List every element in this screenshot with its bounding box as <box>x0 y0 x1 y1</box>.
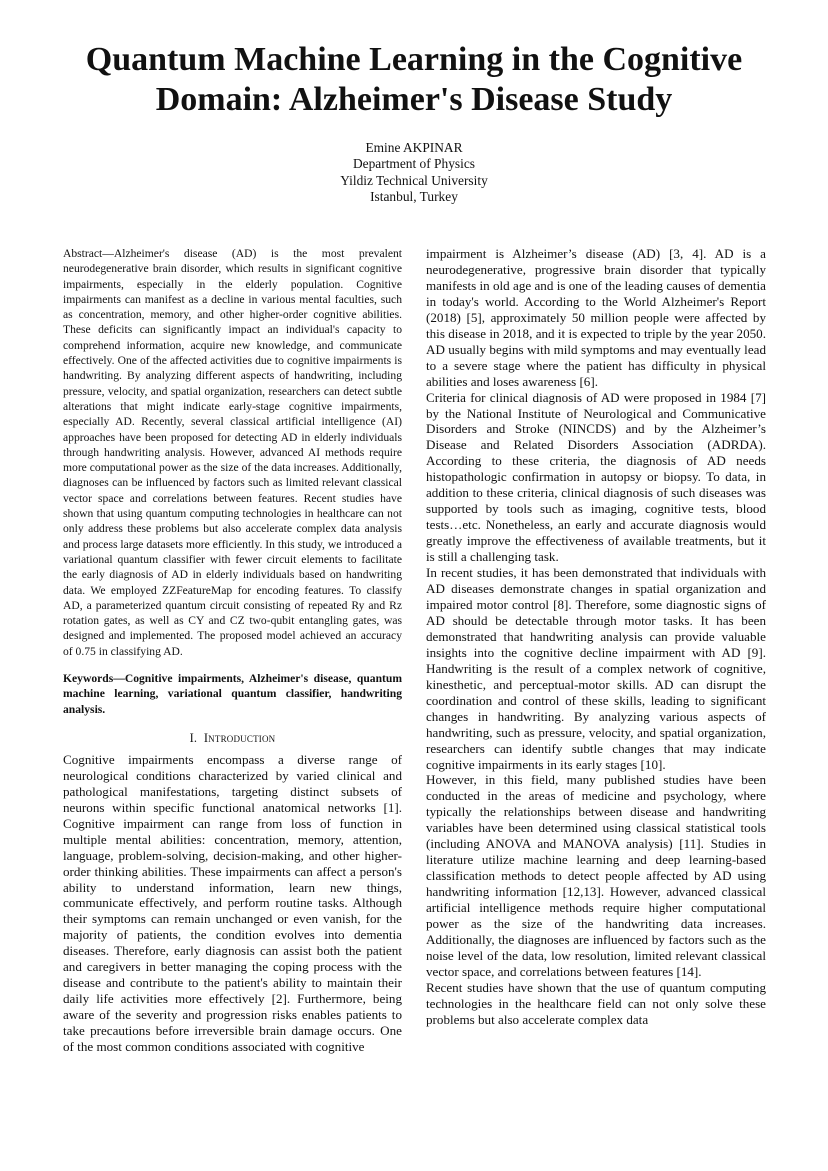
abstract <box>63 246 402 659</box>
author-department: Department of Physics <box>353 156 475 172</box>
left-column <box>63 246 402 1055</box>
body-paragraph-3: In recent studies, it has been demonstrated that individuals with AD diseases demonstrate changes in spatial organization and impaired motor control [8]. Therefore, some diagnostic signs of AD should be detectable through motor tasks. It has been demonstrated that handwriting analysis can provide valuable insights into the cognitive decline impairment with AD [9]. Handwriting is the result of a complex network of cognitive, kinesthetic, and perceptual-motor skills. AD can disrupt the coordination and control of these skills, leading to significant changes in handwriting. By analyzing various aspects of handwriting, such as pressure, velocity, and spatial organization, researchers can identify subtle changes that may indicate cognitive impairments in its early stages [10]. <box>426 565 766 772</box>
author-name: Emine AKPINAR <box>365 140 463 155</box>
body-paragraph-2: Criteria for clinical diagnosis of AD were proposed in 1984 [7] by the National Institute of Neurological and Communicative Disorders and Stroke (NINCDS) and by the Alzheimer’s Disease and Related Disorders Association (ADRDA). According to these criteria, the diagnosis of AD needs histopathologic confirmation in autopsy or biopsy. To data, in addition to these criteria, clinical diagnosis of such diseases was supported by tools such as imaging, cognitive tests, blood tests…etc. Nonetheless, an early and accurate diagnosis would greatly improve the effectiveness of available treatments, but it is still a challenging task. <box>426 389 766 565</box>
body-paragraph-4: However, in this field, many published studies have been conducted in the areas of medicine and psychology, where typically the relationships between disease and handwriting variables have been determined using classical statistical tools (including ANOVA and MANOVA analysis) [11]. Studies in literature utilize machine learning and deep learning-based classification methods to detect people affected by AD using handwriting information [12,13]. However, advanced classical artificial intelligence methods require higher computational power as the size of the handwriting data increases. Additionally, the diagnoses are influenced by factors such as the noise level of the data, low resolution, limited relevant classical vector space, and correlations between features [14]. <box>426 772 766 979</box>
section-number: I. <box>189 730 198 745</box>
right-column <box>426 246 766 1028</box>
abstract-label: Abstract— <box>63 247 114 260</box>
author-university: Yildiz Technical University <box>340 172 488 188</box>
author-block <box>200 140 628 205</box>
body-paragraph-5: Recent studies have shown that the use of quantum computing technologies in the healthcare field can not only solve these problems but also accelerate complex data <box>426 979 766 1027</box>
abstract-text: Alzheimer's disease (AD) is the most prevalent neurodegenerative brain disorder, which results in significant cognitive impairments, especially in the elderly population. Cognitive impairments can manifest as a decline in various mental faculties, such as concentration, memory, and other higher-order cognitive abilities. These deficits can significantly impact an individual's capacity to comprehend information, acquire new knowledge, and communicate effectively. One of the affected activities due to cognitive impairments is handwriting. By analyzing different aspects of handwriting, including pressure, velocity, and spatial organization, researchers can detect subtle alterations that might indicate early-stage cognitive impairments, especially AD. Recently, several classical artificial intelligence (AI) approaches have been proposed for detecting AD in elderly individuals through handwriting analysis. However, advanced AI methods require more computational power as the size of the data increases. Additionally, diagnoses can be influenced by factors such as limited relevant classical vector space and correlations between features. Recent studies have shown that using quantum computing technologies in healthcare can not only address these problems but also accelerate complex data analysis and process large datasets more efficiently. In this study, we introduced a variational quantum classifier with fewer circuit elements to facilitate the early diagnosis of AD in elderly individuals based on handwriting data. We employed ZZFeatureMap for encoding features. To classify AD, a parameterized quantum circuit consisting of repeated Ry and Rz rotation gates, as well as CY and CZ two-qubit entangling gates, was designed and implemented. The proposed model achieved an accuracy of 0.75 in classifying AD. <box>63 247 402 658</box>
keywords-text: Cognitive impairments, Alzheimer's disease, quantum machine learning, variational quantum classifier, handwriting analysis. <box>63 672 402 716</box>
body-paragraph-1: impairment is Alzheimer’s disease (AD) [3, 4]. AD is a neurodegenerative, progressive brain disorder that typically manifests in old age and is one of the leading causes of dementia in today's world. According to the World Alzheimer's Report (2018) [5], approximately 50 million people were affected by this disease in 2018, and it is expected to triple by the year 2050. AD usually begins with mild symptoms and may eventually lead to a severe stage where the patient has difficulty in physical abilities and loses awareness [6]. <box>426 246 766 389</box>
paper-title: Quantum Machine Learning in the Cognitive Domain: Alzheimer's Disease Study <box>85 41 743 118</box>
section-title: Introduction <box>203 730 276 745</box>
section-heading-introduction <box>63 731 402 746</box>
keywords-label: Keywords— <box>63 672 125 686</box>
keywords <box>63 671 402 717</box>
intro-paragraph-1: Cognitive impairments encompass a diverse range of neurological conditions characterized by varied clinical and pathological manifestations, targeting distinct subsets of neurons within specific functional anatomical networks [1]. Cognitive impairment can range from loss of function in multiple mental abilities: concentration, memory, attention, language, problem-solving, decision-making, and other higher-order thinking abilities. These impairments can affect a person's ability to understand information, learn new things, communicate effectively, and perform routine tasks. Although their symptoms can remain unchanged or even vanish, for the majority of patients, the condition evolves into dementia diseases. Therefore, early diagnosis can assist both the patient and caregivers in better managing the coping process with the disease and contribute to the patient's ability to maintain their daily life activities more effectively [2]. Furthermore, being aware of the severity and progression risks enables patients to take precautions before irreversible brain damage occurs. One of the most common conditions associated with cognitive <box>63 751 402 1055</box>
author-location: Istanbul, Turkey <box>370 188 458 204</box>
